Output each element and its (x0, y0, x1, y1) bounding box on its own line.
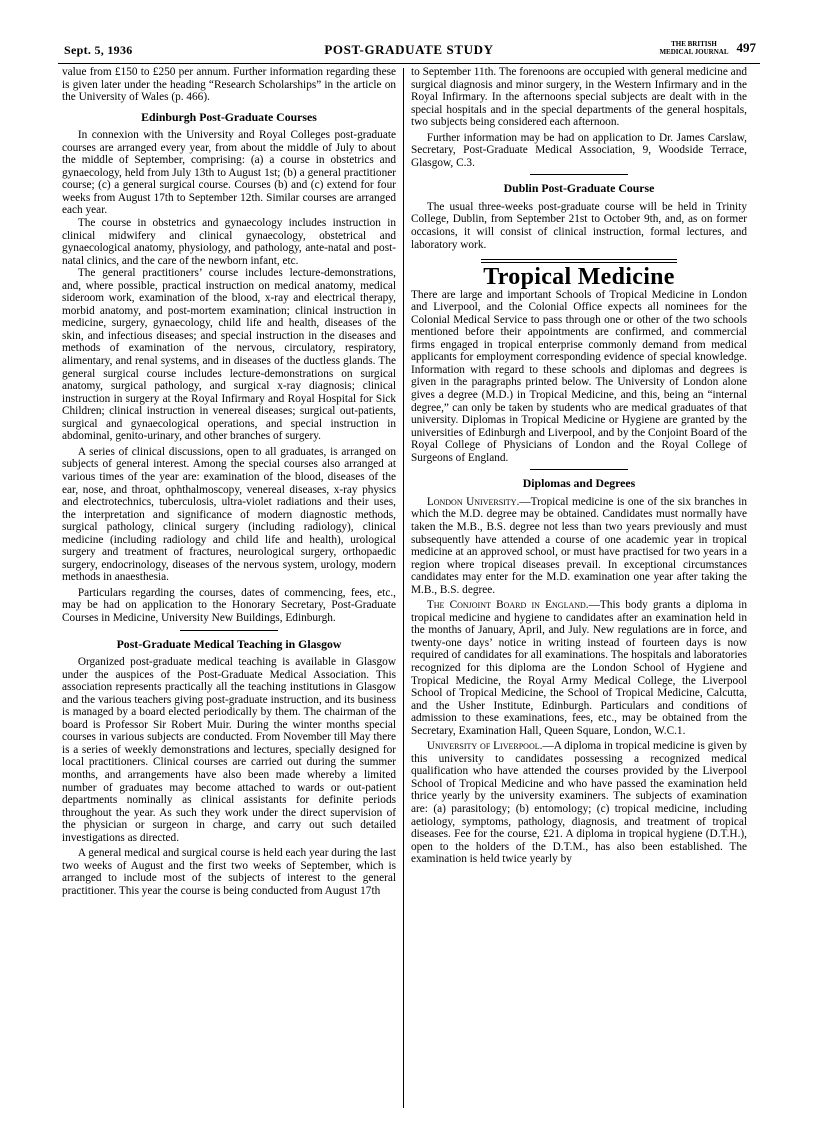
section-separator (530, 174, 628, 175)
conjoint-board-label: The Conjoint Board in England. (426, 599, 589, 612)
journal-line-1: THE BRITISH (671, 40, 717, 48)
conjoint-board-text: —This body grants a diploma in tropical medicine and hygiene to candidates after an examination held in the months of January, April, and July. New regulations are in force, and twenty-one days’ notice in writing instead of fourteen days is now required of candidates for all examinations. The hospitals and laboratories recognized for this diploma are the London School of Hygiene and Tropical Medicine, the Royal Army Medical College, the Liverpool School of Tropical Medicine, the School of Tropical Medicine, Calcutta, and the Usher Institute, Edinburgh. Particulars and conditions of admission to these examinations, fees, etc., may be obtained from the Secretary, Examination Hall, Queen Square, London, W.C.1. (411, 599, 748, 737)
intro-paragraph: value from £150 to £250 per annum. Further information regarding these is given later under the heading “Research Scholarships” in the article on the University of Wales (p. 466). (62, 66, 396, 104)
liverpool-label: University of Liverpool. (426, 740, 543, 753)
diplomas-heading: Diplomas and Degrees (522, 476, 636, 491)
conjoint-board-paragraph (411, 599, 747, 737)
edinburgh-paragraph-2: The course in obstetrics and gynaecology includes instruction in clinical midwifery and clinical gynaecology, obstetrical and gynaecological anatomy, physiology, and pathology, ante-natal and post-natal clinics, and the care of the newborn infant, etc. (62, 217, 396, 267)
london-university-text: —Tropical medicine is one of the six branches in which the M.D. degree may be obtained. Candidates must normally have taken the M.B., B.S. degree not less than two years previously and must subsequently have attended a course of one academic year in tropical medicine at an approved school, or must have practised for two years in a region where tropical diseases prevail. In exceptional circumstances candidates may enter for the M.D. examination one year after taking the M.B., B.S. degree. (411, 495, 747, 596)
double-rule (481, 259, 677, 263)
dublin-heading: Dublin Post-Graduate Course (503, 181, 655, 196)
glasgow-further-info: Further information may be had on application to Dr. James Carslaw, Secretary, Post-Graduate Medical Association, 9, Woodside Terrace, Glasgow, C.3. (411, 131, 747, 169)
glasgow-paragraph-2: A general medical and surgical course is held each year during the last two weeks of August and the first two weeks of September, which is arranged to include most of the subjects of interest to the general practitioner. This year the course is being conducted from August 17th (62, 847, 396, 897)
column-divider (403, 68, 404, 1108)
page-number: 497 (736, 40, 756, 55)
edinburgh-paragraph-1: In connexion with the University and Royal Colleges post-graduate courses are arranged every year, from about the middle of July to about the middle of September, comprising: (a) a course in obstetrics and gynaecology, held from July 13th to August 1st; (b) a general practitioner course; (c) a general surgical course. Courses (b) and (c) extend for four weeks from August 17th to September 12th. Similar courses are arranged each year. (62, 129, 396, 217)
tropical-medicine-paragraph: There are large and important Schools of Tropical Medicine in London and Liverpool, and the Colonial Office expects all nominees for the Colonial Medical Service to pass through one or other of the two schools mentioned before their appointments are confirmed, and commercial firms engaged in tropical enterprise commonly demand from medical applicants for employment corresponding evidence of special knowledge. Information with regard to these schools and diplomas and degrees is given in the paragraphs printed below. The University of London alone gives a degree (M.D.) in Tropical Medicine, and this, being an “internal degree,” can only be taken by students who are medical graduates of that university. Diplomas in Tropical Medicine or Hygiene are granted by the universities of Edinburgh and Liverpool, and by the Conjoint Board of the Royal College of Physicians of London and the Royal College of Surgeons of England. (411, 288, 747, 464)
running-title: POST-GRADUATE STUDY (324, 42, 494, 57)
page-header (58, 40, 760, 62)
london-university-label: London University. (426, 495, 520, 508)
glasgow-heading: Post-Graduate Medical Teaching in Glasgow (116, 636, 342, 651)
right-column (411, 66, 747, 866)
journal-block (659, 40, 756, 56)
left-column (62, 66, 396, 897)
edinburgh-paragraph-4: A series of clinical discussions, open to all graduates, is arranged on subjects of general interest. Among the special courses also arranged at various times of the year are: examination of the blood, diseases of the ear, nose, and throat, ophthalmoscopy, venereal diseases, x-ray physics and electrotechnics, tuberculosis, ultra-violet radiations and their uses, the interpretation and significance of modern diagnostic methods, surgical pathology, clinical surgery (including radiology), clinical medicine (including radiology and child life and health), urological surgery and treatment of fractures, neurological surgery, orthopaedic surgery, endocrinology, diseases of the nervous system, urology, modern methods in anaesthesia. (62, 445, 396, 584)
dublin-paragraph: The usual three-weeks post-graduate course will be held in Trinity College, Dublin, from September 21st to October 9th, and, as on former occasions, it will consist of clinical instruction, formal lectures, and laboratory work. (411, 200, 747, 251)
tropical-medicine-title: Tropical Medicine (483, 264, 675, 291)
london-university-paragraph (411, 496, 747, 596)
section-separator (530, 469, 628, 470)
edinburgh-paragraph-3: The general practitioners’ course includes lecture-demonstrations, and, where possible, practical instruction on medical anatomy, medical sideroom work, examination of the blood, x-ray and electrical therapy, morbid anatomy, and post-mortem examination; clinical instruction in medicine, surgery, gynaecology, child life and health, diseases of the skin, and infectious diseases; and special instruction in the diseases and methods of examination of the nervous, circulatory, respiratory, alimentary, and renal systems, and in diseases of the ductless glands. The general surgical course includes lecture-demonstrations on surgical anatomy, surgical pathology, and surgical x-ray diagnosis; clinical instruction in surgery at the Royal Infirmary and Royal Hospital for Sick Children; clinical instruction in venereal diseases; surgical out-patients, surgical and gynaecological operations, and special instruction in abdominal, genito-urinary, and other branches of surgery. (62, 267, 396, 443)
glasgow-paragraph-1: Organized post-graduate medical teaching is available in Glasgow under the auspices of the Post-Graduate Medical Association. This association represents practically all the teaching institutions in Glasgow and the various teachers giving post-graduate instruction, and its business is managed by a board elected periodically by them. The chairman of the board is Professor Sir Robert Muir. During the winter months special courses in various subjects are conducted. From November till May there is a series of weekly demonstrations and lectures, specially designed for local practitioners. Clinical courses are carried out during the summer months, and arrangements have also been made whereby a limited number of graduates may become attached to wards or out-patient departments nominally as clinical assistants for definite periods throughout the year. As such they work under the direct supervision of the physician or surgeon in charge, and carry out such detailed investigations as directed. (62, 656, 396, 844)
edinburgh-heading: Edinburgh Post-Graduate Courses (141, 109, 317, 124)
glasgow-continued: to September 11th. The forenoons are occupied with general medicine and surgical diagnosis and minor surgery, in the Western Infirmary and in the Royal Infirmary. In the afternoons special subjects are dealt with in the special hospitals and in the special departments of the general hospitals, two subjects being considered each afternoon. (411, 66, 747, 129)
journal-line-2: MEDICAL JOURNAL (659, 48, 729, 56)
header-rule (58, 63, 760, 64)
section-separator (180, 630, 278, 631)
issue-date: Sept. 5, 1936 (64, 43, 133, 57)
liverpool-text: —A diploma in tropical medicine is given by this university to candidates possessing a recognized medical qualification who have attended the courses provided by the Liverpool School of Tropical Medicine and who have passed the examination held thrice yearly by the university examiners. The subjects of examination are: (a) parasitology; (b) entomology; (c) tropical medicine, including aetiology, symptoms, pathology, diagnosis, and treatment of tropical diseases. Fee for the course, £21. A diploma in tropical hygiene (D.T.H.), open to the holders of the D.T.M., has also been established. The examination is held twice yearly by (411, 740, 747, 866)
journal-logo (659, 40, 728, 56)
edinburgh-paragraph-5: Particulars regarding the courses, dates of commencing, fees, etc., may be had on application to the Honorary Secretary, Post-Graduate Courses in Medicine, University New Buildings, Edinburgh. (62, 586, 396, 624)
liverpool-paragraph (411, 740, 747, 865)
